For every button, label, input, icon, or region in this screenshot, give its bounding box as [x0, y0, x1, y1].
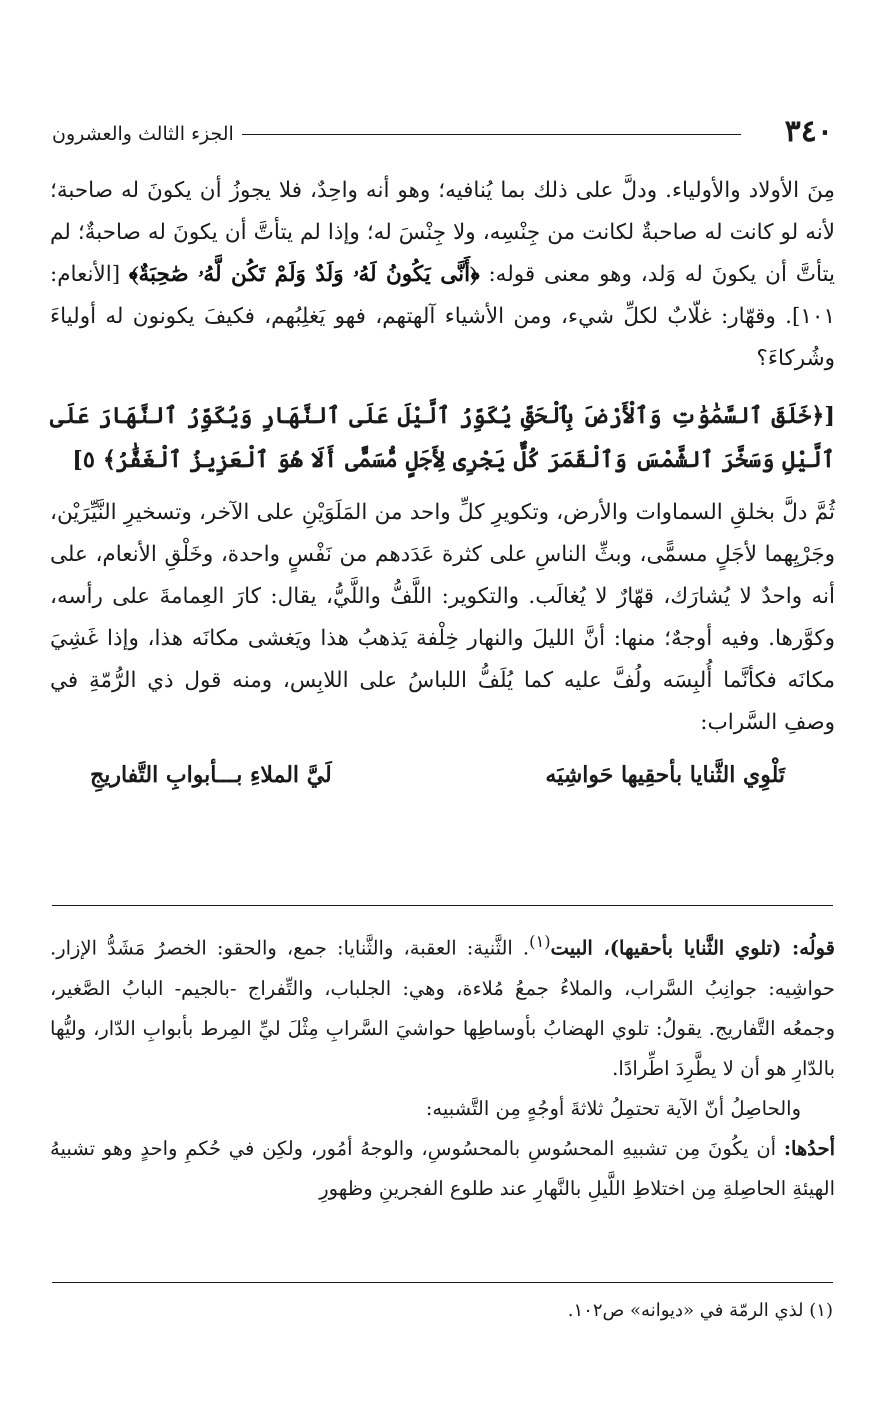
- paragraph-1-text-b: [الأنعام: ١٠١]. وقهّار: غلّابٌ لكلِّ شيء، ومن الأشياء آلهتهم، فهو يَغلِبُهم، فكيفَ يكونون له أولياءَ وشُركاءَ؟: [50, 262, 835, 371]
- commentary-paragraph-2: والحاصِلُ أنّ الآية تحتمِلُ ثلاثةَ أوجُهٍ مِن التَّشبيه:: [425, 1096, 801, 1120]
- page-number: ٣٤٠: [784, 114, 833, 149]
- paragraph-2: ثُمَّ دلَّ بخلقِ السماوات والأرض، وتكويرِ كلِّ واحد من المَلَوَيْنِ على الآخر، وتسخيرِ النَّيِّرَيْن، وجَرْيِهما لأجَلٍ مسمًّى، وبثِّ الناسِ على كثرة عَدَدهم من نَفْسٍ واحدة، وخَلْقِ الأنعام، على أنه واحدٌ لا يُشارَك، قهّارٌ لا يُغالَب. والتكوير: اللَّفُّ واللَّيُّ، يقال: كارَ العِمامةَ على رأسه، وكوَّرها. وفيه أوجهٌ؛ منها: أنَّ الليلَ والنهار خِلْفة يَذهبُ هذا ويَغشى مكانَه هذا، وإذا غَشِيَ مكانَه فكأنَّما أُلبِسَه ولُفَّ عليه كما يُلَفُّ اللباسُ على اللابِس، ومنه قول ذي الرُّمّةِ في وصفِ السَّراب:: [50, 500, 835, 735]
- footnote: (١) لذي الرمّة في «ديوانه» ص١٠٢.: [567, 1300, 833, 1321]
- header-rule: [242, 134, 741, 135]
- commentary-paragraph-1-text: . الثَّنية: العقبة، والثَّنايا: جمع، والحقو: الخصرُ مَشَدُّ الإزار. حواشِيه: جوانِبُ السَّراب، والملاءُ جمعُ مُلاءة، وهي: الجلباب، والتِّفراج -بالجيم- البابُ الصَّغير، وجمعُه التَّفاريج. يقولُ: تلوي الهضابُ بأوساطِها حواشيَ السَّرابِ مِثْلَ ليِّ المِرط بأبوابِ الدّار، وليُّها بالدّارِ هو أن لا يطَّرِدَ اطِّرادًا.: [50, 936, 835, 1080]
- running-title: الجزء الثالث والعشرون: [52, 123, 234, 145]
- commentary-lead: قولُه: (تلوي الثَّنايا بأحقيها)، البيت: [550, 936, 835, 960]
- page-header: [52, 112, 833, 156]
- commentary-paragraph-1: [50, 922, 835, 1089]
- footnote-divider: [52, 1282, 833, 1283]
- commentary-paragraph-3-lead: أحدُها:: [783, 1136, 835, 1160]
- commentary-divider: [52, 905, 833, 906]
- quran-quote: ﴿أَنَّى يَكُونُ لَهُۥ وَلَدٌ وَلَمْ تَكُن لَّهُۥ صَٰحِبَةٌ﴾: [128, 262, 480, 287]
- quran-verse-block: [﴿خَلَقَ ٱلسَّمَٰوَٰتِ وَٱلْأَرْضَ بِٱلْحَقِّ يُكَوِّرُ ٱلَّيْلَ عَلَى ٱلنَّهَارِ وَيُكَوِّرُ ٱلنَّهَارَ عَلَى ٱلَّيْلِ وَسَخَّرَ ٱلشَّمْسَ وَٱلْقَمَرَ كُلٌّ يَجْرِى لِأَجَلٍ مُّسَمًّى أَلَا هُوَ ٱلْعَزِيزُ ٱلْغَفَّٰرُ﴾ ٥]: [50, 403, 835, 473]
- poem-line: [90, 754, 785, 796]
- paragraph-1-text-a: مِنَ الأولاد والأولياء. ودلَّ على ذلك بما يُنافيه؛ وهو أنه واحِدٌ، فلا يجوزُ أن يكونَ له صاحبة؛ لأنه لو كانت له صاحبةٌ لكانت من جِنْسِه، ولا جِنْسَ له؛ وإذا لم يتأتَّ أن يكونَ له صاحبةٌ؛ لم يتأتَّ أن يكونَ له وَلد، وهو معنى قوله:: [50, 178, 835, 287]
- commentary: [50, 922, 835, 1209]
- commentary-paragraph-3-text: أن يكُونَ مِن تشبيهِ المحسُوسِ بالمحسُوسِ، والوجهُ أمُور، ولكِن في حُكمِ واحدٍ وهو تشبيهُ الهيئةِ الحاصِلةِ مِن اختلاطِ اللَّيلِ بالنَّهارِ عند طلوع الفجرينِ وظهورِ: [50, 1136, 835, 1200]
- paragraph-1: [50, 170, 835, 380]
- poem-hemistich-first: تَلْوِي الثَّنايا بأحقِيها حَواشِيَه: [545, 762, 785, 788]
- main-text: [50, 170, 835, 814]
- footnote-reference: (١): [529, 932, 551, 951]
- poem-hemistich-second: لَيَّ الملاءِ بـــأبوابِ التَّفاريجِ: [90, 762, 332, 788]
- commentary-paragraph-3: [50, 1129, 835, 1209]
